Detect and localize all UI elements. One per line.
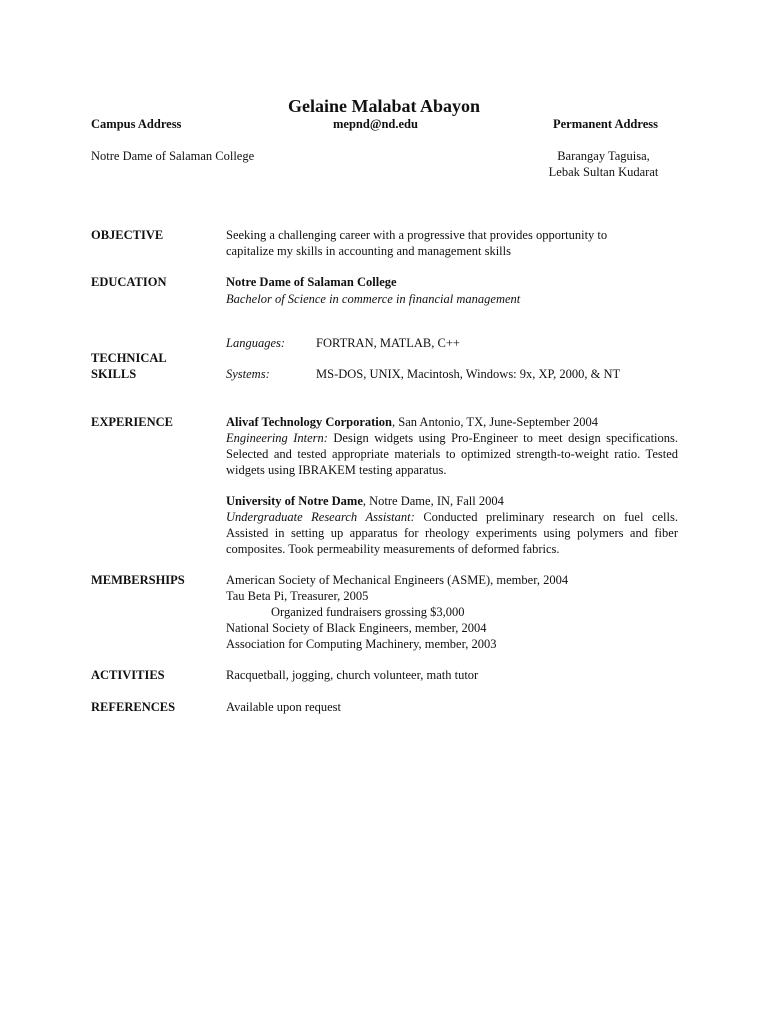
campus-address-label: Campus Address (91, 117, 182, 131)
experience-2-company: University of Notre Dame (226, 494, 363, 508)
membership-item: American Society of Mechanical Engineers (ASME), member, 2004 (226, 573, 569, 587)
experience-1-details: , San Antonio, TX, June-September 2004 (392, 415, 598, 429)
systems-value: MS-DOS, UNIX, Macintosh, Windows: 9x, XP, 2000, & NT (316, 367, 621, 381)
languages-label: Languages: (226, 336, 286, 350)
objective-text-line-2: capitalize my skills in accounting and management skills (226, 244, 511, 258)
technical-skills-heading-line-1: TECHNICAL (91, 351, 167, 365)
references-text: Available upon request (226, 700, 342, 714)
resume-name: Gelaine Malabat Abayon (287, 96, 480, 116)
experience-1-company: Alivaf Technology Corporation (226, 415, 392, 429)
experience-2-description: Conducted preliminary research on fuel cells. Assisted in setting up apparatus for rheology experiments using polymers and fiber composites. Took permeability measurements of deformed fabrics. (226, 510, 678, 556)
objective-heading: OBJECTIVE (91, 228, 164, 242)
membership-item: Association for Computing Machinery, member, 2003 (226, 637, 497, 651)
membership-item: Tau Beta Pi, Treasurer, 2005 (226, 589, 369, 603)
memberships-heading: MEMBERSHIPS (91, 573, 185, 587)
experience-entry-1 (226, 414, 678, 478)
languages-value: FORTRAN, MATLAB, C++ (316, 336, 460, 350)
education-degree: Bachelor of Science in commerce in financial management (226, 292, 521, 306)
experience-2-role: Undergraduate Research Assistant: (226, 510, 415, 524)
membership-subitem: Organized fundraisers grossing $3,000 (271, 605, 465, 619)
objective-text-line-1: Seeking a challenging career with a progressive that provides opportunity to (226, 228, 608, 242)
membership-item: National Society of Black Engineers, member, 2004 (226, 621, 487, 635)
permanent-address-line-2: Lebak Sultan Kudarat (548, 165, 659, 179)
permanent-address-line-1: Barangay Taguisa, (557, 149, 650, 163)
campus-address-line: Notre Dame of Salaman College (91, 149, 255, 163)
experience-2-title-line (226, 493, 678, 509)
systems-label: Systems: (226, 367, 270, 381)
experience-1-title-line (226, 414, 678, 430)
references-heading: REFERENCES (91, 700, 176, 714)
experience-2-details: , Notre Dame, IN, Fall 2004 (362, 494, 504, 508)
activities-heading: ACTIVITIES (91, 668, 165, 682)
technical-skills-heading-line-2: SKILLS (91, 367, 137, 381)
activities-text: Racquetball, jogging, church volunteer, math tutor (226, 668, 479, 682)
experience-1-role: Engineering Intern: (226, 431, 328, 445)
experience-entry-2 (226, 493, 678, 557)
education-school: Notre Dame of Salaman College (226, 275, 397, 289)
education-heading: EDUCATION (91, 275, 167, 289)
experience-heading: EXPERIENCE (91, 415, 173, 429)
experience-1-description: Design widgets using Pro-Engineer to meet design specifications. Selected and tested appropriate materials to optimized strength-to-weight ratio. Tested widgets using IBRAKEM testing apparatus. (226, 431, 678, 477)
email-address: mepnd@nd.edu (333, 117, 418, 131)
permanent-address-label: Permanent Address (553, 117, 658, 131)
